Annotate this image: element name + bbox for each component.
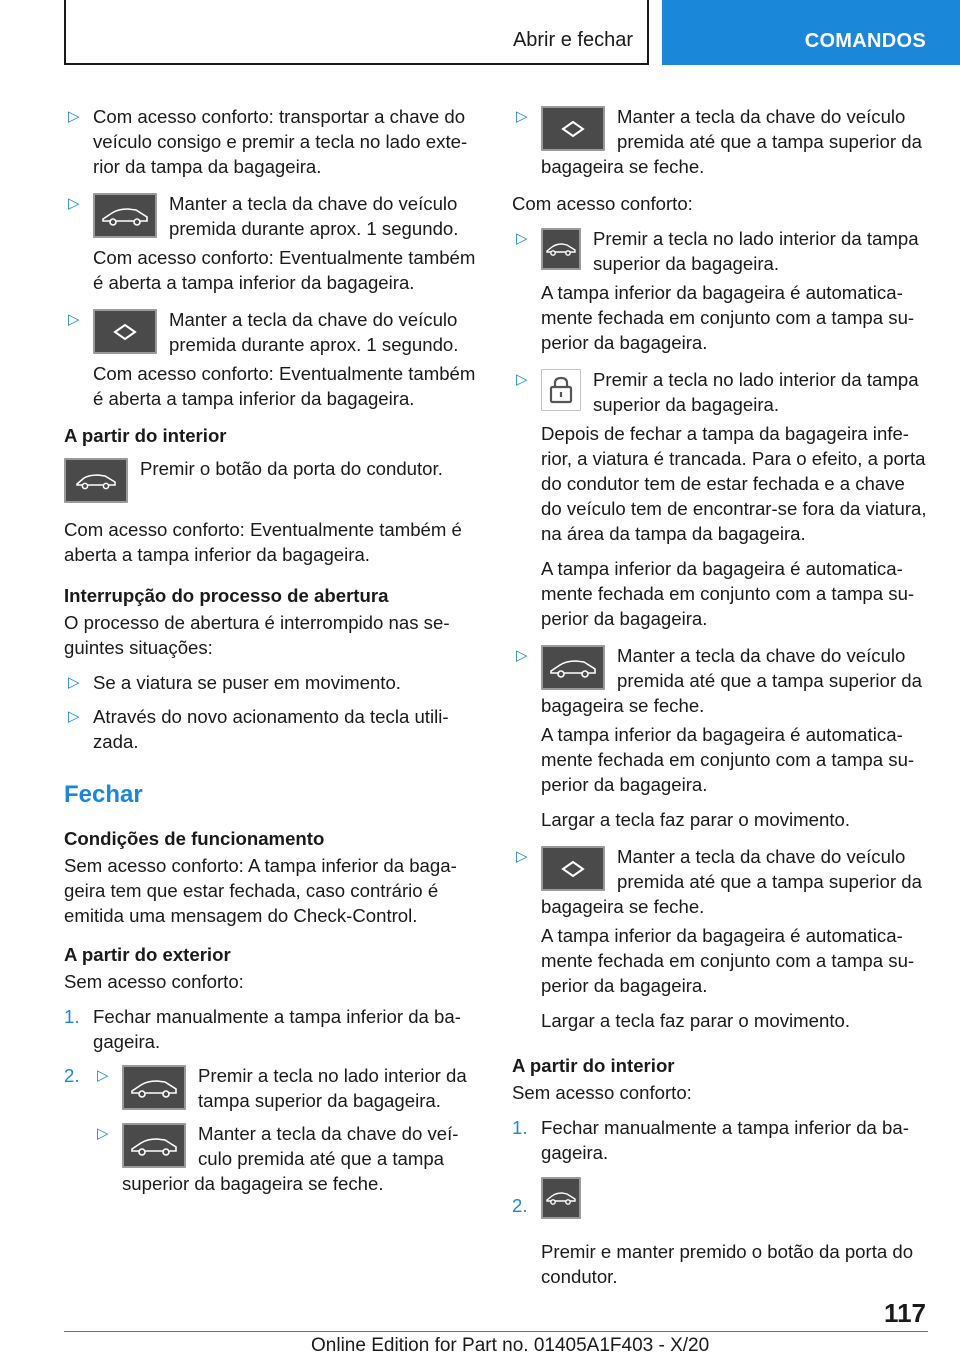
key-instruction bbox=[541, 1175, 928, 1289]
paragraph: Sem acesso conforto: bbox=[64, 971, 244, 992]
numbered-step bbox=[64, 1063, 478, 1196]
note-text: Com acesso conforto: Eventualmente também é aberta a tampa inferior da bagageira. bbox=[93, 247, 476, 293]
note-text: Depois de fechar a tampa da bagageira inferior, a viatura é trancada. Para o efeito, a porta do condutor tem de estar fechada e a chave do veículo tem de encontrar-se fora da viatura, na área da tampa da bagageira. bbox=[541, 423, 927, 544]
list-item bbox=[512, 104, 928, 179]
step-number: 2. bbox=[64, 1065, 80, 1086]
key-instruction-text: Manter a tecla da chave do veículo premida durante aprox. 1 segundo. bbox=[169, 309, 459, 355]
key-instruction bbox=[541, 104, 928, 179]
bullet-marker: ▷ bbox=[68, 108, 80, 125]
paragraph: O processo de abertura é interrompido nas seguintes situações: bbox=[64, 612, 450, 658]
note-text: Com acesso conforto: Eventualmente também é aberta a tampa inferior da bagageira. bbox=[93, 363, 476, 409]
key-instruction-text: Manter a tecla da chave do veículo premida durante aprox. 1 segundo. bbox=[169, 193, 459, 239]
note-text: A tampa inferior da bagageira é automaticamente fechada em conjunto com a tampa superior da bagageira. bbox=[541, 282, 915, 353]
list-item-text: Com acesso conforto: transportar a chave do veículo consigo e premir a tecla no lado exterior da tampa da bagageira. bbox=[93, 106, 468, 177]
right-column bbox=[512, 104, 928, 1298]
section-heading: Fechar bbox=[64, 781, 143, 808]
key-instruction bbox=[93, 307, 478, 357]
section-title: Abrir e fechar bbox=[512, 29, 633, 51]
subheading: A partir do interior bbox=[64, 425, 227, 446]
key-instruction-text: Premir o botão da porta do condutor. bbox=[140, 458, 443, 479]
bullet-marker: ▷ bbox=[68, 674, 80, 691]
key-instruction-text: Manter a tecla da chave do veículo premida até que a tampa superior da bagageira se feche. bbox=[541, 106, 922, 177]
bullet-marker: ▷ bbox=[68, 195, 80, 212]
note-text: A tampa inferior da bagageira é automaticamente fechada em conjunto com a tampa superior da bagageira. bbox=[541, 925, 915, 996]
header-section-box bbox=[64, 0, 649, 65]
bullet-marker: ▷ bbox=[516, 647, 528, 664]
list-item bbox=[93, 1063, 478, 1113]
key-instruction bbox=[122, 1063, 478, 1113]
key-instruction bbox=[64, 456, 478, 505]
key-instruction-text: Premir a tecla no lado interior da tampa superior da bagageira. bbox=[593, 369, 919, 415]
bullet-marker: ▷ bbox=[516, 108, 528, 125]
car-tailgate-icon bbox=[93, 193, 157, 238]
key-instruction-text: Premir a tecla no lado interior da tampa superior da bagageira. bbox=[593, 228, 919, 274]
list-item-text: Através do novo acionamento da tecla utilizada. bbox=[93, 706, 449, 752]
list-item bbox=[512, 367, 928, 631]
paragraph: Sem acesso conforto: A tampa inferior da bagageira tem que estar fechada, caso contrário é emitida uma mensagem do Check-Control. bbox=[64, 855, 457, 926]
note-text: A tampa inferior da bagageira é automaticamente fechada em conjunto com a tampa superior da bagageira. bbox=[541, 558, 915, 629]
key-instruction bbox=[541, 367, 928, 417]
subheading: A partir do exterior bbox=[64, 944, 231, 965]
numbered-step bbox=[64, 1004, 478, 1054]
list-item bbox=[93, 1121, 478, 1196]
car-tailgate-button-icon bbox=[64, 458, 128, 503]
list-item bbox=[64, 670, 478, 695]
numbered-step bbox=[512, 1175, 928, 1289]
key-instruction-text: Manter a tecla da chave do veículo premida até que a tampa superior da bagageira se feche. bbox=[541, 846, 922, 917]
footer-divider bbox=[862, 1331, 928, 1332]
note-text: Largar a tecla faz parar o movimento. bbox=[541, 809, 851, 830]
key-instruction bbox=[122, 1121, 478, 1196]
key-instruction-text: Manter a tecla da chave do veículo premida até que a tampa superior da bagageira se feche. bbox=[122, 1123, 459, 1194]
bullet-marker: ▷ bbox=[97, 1067, 109, 1084]
list-item bbox=[512, 643, 928, 832]
key-instruction bbox=[541, 643, 928, 718]
car-tailgate-icon bbox=[122, 1123, 186, 1168]
bullet-marker: ▷ bbox=[68, 708, 80, 725]
key-instruction bbox=[541, 226, 928, 276]
page-number: 117 bbox=[884, 1298, 926, 1328]
footer-edition: Online Edition for Part no. 01405A1F403 - X/20 bbox=[311, 1335, 710, 1356]
bullet-marker: ▷ bbox=[97, 1125, 109, 1142]
diamond-key-icon bbox=[541, 846, 605, 891]
car-tailgate-icon bbox=[122, 1065, 186, 1110]
key-instruction-text: Premir a tecla no lado interior da tampa superior da bagageira. bbox=[198, 1065, 467, 1111]
paragraph: Com acesso conforto: bbox=[512, 193, 693, 214]
list-item bbox=[64, 704, 478, 754]
car-tailgate-button-icon bbox=[541, 1177, 581, 1219]
step-number: 1. bbox=[64, 1006, 80, 1027]
bullet-marker: ▷ bbox=[516, 371, 528, 388]
list-item-text: Se a viatura se puser em movimento. bbox=[93, 672, 401, 693]
list-item bbox=[64, 191, 478, 295]
paragraph: Sem acesso conforto: bbox=[512, 1082, 692, 1103]
list-item bbox=[64, 104, 478, 179]
step-number: 2. bbox=[512, 1195, 528, 1216]
key-instruction bbox=[541, 844, 928, 919]
note-text: Largar a tecla faz parar o movimento. bbox=[541, 1010, 851, 1031]
step-number: 1. bbox=[512, 1117, 528, 1138]
step-text: Fechar manualmente a tampa inferior da bagageira. bbox=[93, 1006, 461, 1052]
numbered-step bbox=[512, 1115, 928, 1165]
diamond-key-icon bbox=[541, 106, 605, 151]
bullet-marker: ▷ bbox=[68, 311, 80, 328]
bullet-marker: ▷ bbox=[516, 230, 528, 247]
bullet-marker: ▷ bbox=[516, 848, 528, 865]
chapter-title: COMANDOS bbox=[804, 30, 926, 52]
header-chapter-box bbox=[662, 0, 960, 65]
list-item bbox=[512, 844, 928, 1033]
list-item bbox=[512, 226, 928, 355]
car-tailgate-icon bbox=[541, 645, 605, 690]
paragraph: Com acesso conforto: Eventualmente também é aberta a tampa inferior da bagageira. bbox=[64, 519, 462, 565]
key-instruction bbox=[93, 191, 478, 241]
subheading: Condições de funcionamento bbox=[64, 828, 325, 849]
diamond-key-icon bbox=[93, 309, 157, 354]
subheading: A partir do interior bbox=[512, 1055, 675, 1076]
step-text: Premir e manter premido o botão da porta do condutor. bbox=[541, 1241, 914, 1287]
lock-icon bbox=[541, 369, 581, 411]
note-text: A tampa inferior da bagageira é automaticamente fechada em conjunto com a tampa superior da bagageira. bbox=[541, 724, 915, 795]
left-column bbox=[64, 104, 478, 1205]
subheading: Interrupção do processo de abertura bbox=[64, 585, 389, 606]
list-item bbox=[64, 307, 478, 411]
footer-divider bbox=[64, 1331, 862, 1332]
car-tailgate-button-icon bbox=[541, 228, 581, 270]
key-instruction-text: Manter a tecla da chave do veículo premida até que a tampa superior da bagageira se feche. bbox=[541, 645, 922, 716]
step-text: Fechar manualmente a tampa inferior da bagageira. bbox=[541, 1117, 909, 1163]
